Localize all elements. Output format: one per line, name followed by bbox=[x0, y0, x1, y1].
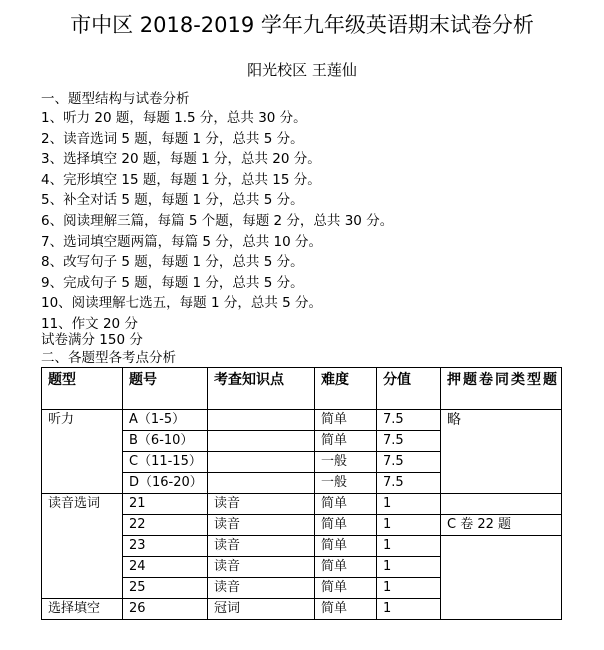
cell-knowledge: 读音 bbox=[208, 578, 315, 599]
col-header-similar: 押题卷同类型题 bbox=[441, 368, 562, 410]
author-line: 阳光校区 王莲仙 bbox=[247, 61, 357, 79]
cell-knowledge: 读音 bbox=[208, 515, 315, 536]
list-item: 10、阅读理解七选五，每题 1 分，总共 5 分。 bbox=[41, 295, 323, 312]
cell-difficulty: 一般 bbox=[315, 452, 377, 473]
cell-difficulty: 简单 bbox=[315, 431, 377, 452]
cell-similar bbox=[441, 494, 562, 515]
col-header-score: 分值 bbox=[377, 368, 441, 410]
cell-difficulty: 简单 bbox=[315, 578, 377, 599]
list-item: 7、选词填空题两篇，每篇 5 分，总共 10 分。 bbox=[41, 233, 323, 250]
list-item: 9、完成句子 5 题，每题 1 分，总共 5 分。 bbox=[41, 274, 304, 291]
cell-similar-omitted: 略 bbox=[441, 410, 562, 494]
cell-number: 26 bbox=[123, 599, 208, 620]
cell-difficulty: 简单 bbox=[315, 557, 377, 578]
col-header-type: 题型 bbox=[42, 368, 123, 410]
cell-knowledge: 读音 bbox=[208, 536, 315, 557]
list-item: 5、补全对话 5 题，每题 1 分，总共 5 分。 bbox=[41, 192, 304, 209]
cell-number: C（11-15） bbox=[123, 452, 208, 473]
cell-knowledge: 读音 bbox=[208, 494, 315, 515]
cell-difficulty: 简单 bbox=[315, 410, 377, 431]
list-item: 2、读音选词 5 题，每题 1 分，总共 5 分。 bbox=[41, 130, 304, 147]
group-cell-choice-fill: 选择填空 bbox=[42, 599, 123, 620]
cell-knowledge: 读音 bbox=[208, 557, 315, 578]
cell-score: 7.5 bbox=[377, 473, 441, 494]
section2-heading: 二、各题型各考点分析 bbox=[41, 350, 176, 366]
list-item: 6、阅读理解三篇，每篇 5 个题，每题 2 分，总共 30 分。 bbox=[41, 212, 394, 229]
cell-score: 7.5 bbox=[377, 410, 441, 431]
cell-difficulty: 简单 bbox=[315, 599, 377, 620]
list-item: 3、选择填空 20 题，每题 1 分，总共 20 分。 bbox=[41, 151, 321, 168]
cell-knowledge: 冠词 bbox=[208, 599, 315, 620]
cell-knowledge bbox=[208, 431, 315, 452]
cell-number: D（16-20） bbox=[123, 473, 208, 494]
section1-heading: 一、题型结构与试卷分析 bbox=[41, 91, 190, 107]
cell-difficulty: 简单 bbox=[315, 494, 377, 515]
col-header-number: 题号 bbox=[123, 368, 208, 410]
list-item: 11、作文 20 分 bbox=[41, 315, 138, 332]
cell-knowledge bbox=[208, 410, 315, 431]
list-item: 4、完形填空 15 题，每题 1 分，总共 15 分。 bbox=[41, 171, 321, 188]
cell-similar bbox=[441, 536, 562, 620]
cell-score: 1 bbox=[377, 494, 441, 515]
cell-number: B（6-10） bbox=[123, 431, 208, 452]
col-header-difficulty: 难度 bbox=[315, 368, 377, 410]
cell-similar: C 卷 22 题 bbox=[441, 515, 562, 536]
table-row bbox=[42, 494, 562, 515]
total-score-line: 试卷满分 150 分 bbox=[41, 332, 143, 348]
cell-score: 1 bbox=[377, 578, 441, 599]
cell-difficulty: 简单 bbox=[315, 515, 377, 536]
list-item: 1、听力 20 题，每题 1.5 分，总共 30 分。 bbox=[41, 110, 307, 126]
cell-number: A（1-5） bbox=[123, 410, 208, 431]
cell-number: 25 bbox=[123, 578, 208, 599]
cell-difficulty: 简单 bbox=[315, 536, 377, 557]
cell-number: 22 bbox=[123, 515, 208, 536]
cell-score: 1 bbox=[377, 515, 441, 536]
list-item: 8、改写句子 5 题，每题 1 分，总共 5 分。 bbox=[41, 254, 304, 271]
cell-score: 7.5 bbox=[377, 452, 441, 473]
cell-difficulty: 一般 bbox=[315, 473, 377, 494]
col-header-knowledge: 考查知识点 bbox=[208, 368, 315, 410]
analysis-table bbox=[41, 367, 562, 620]
document-title: 市中区 2018-2019 学年九年级英语期末试卷分析 bbox=[70, 13, 534, 37]
cell-number: 21 bbox=[123, 494, 208, 515]
cell-score: 1 bbox=[377, 536, 441, 557]
group-cell-reading-words: 读音选词 bbox=[42, 494, 123, 599]
table-header-row bbox=[42, 368, 562, 410]
cell-score: 1 bbox=[377, 557, 441, 578]
cell-knowledge bbox=[208, 452, 315, 473]
cell-number: 24 bbox=[123, 557, 208, 578]
cell-score: 7.5 bbox=[377, 431, 441, 452]
question-structure-list bbox=[41, 108, 393, 335]
cell-knowledge bbox=[208, 473, 315, 494]
table-row bbox=[42, 410, 562, 431]
cell-number: 23 bbox=[123, 536, 208, 557]
group-cell-listening: 听力 bbox=[42, 410, 123, 494]
cell-score: 1 bbox=[377, 599, 441, 620]
